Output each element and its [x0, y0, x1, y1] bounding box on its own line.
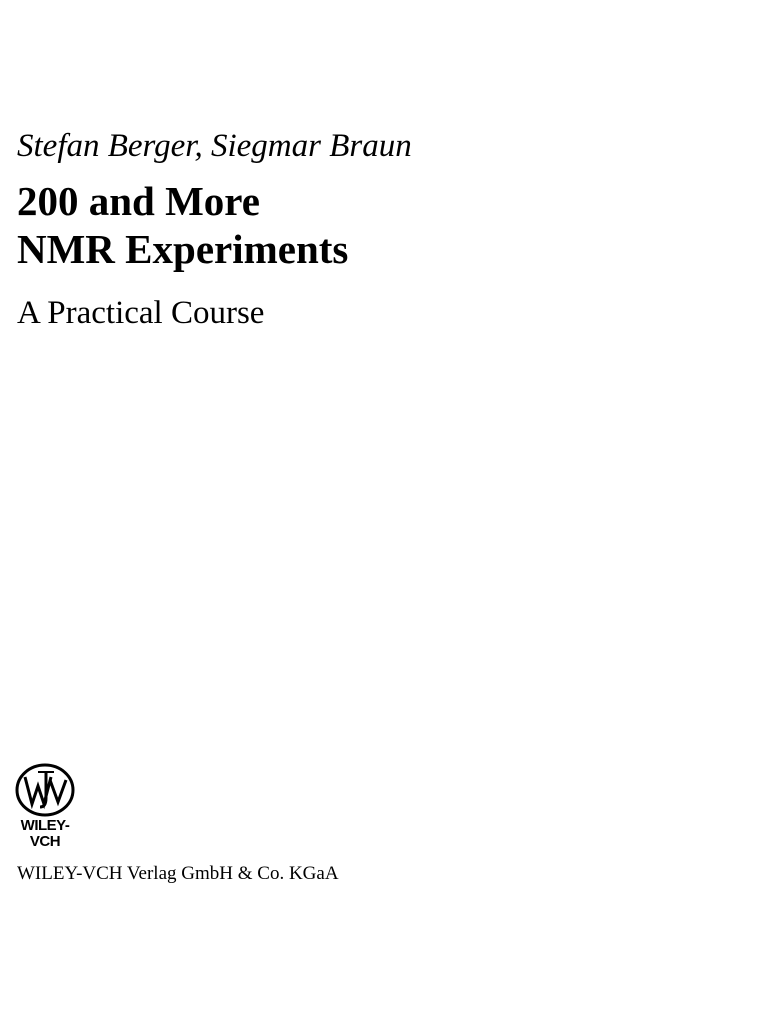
publisher-logo-wordmark	[17, 818, 73, 850]
book-authors: Stefan Berger, Siegmar Braun	[17, 128, 412, 164]
logo-wordmark-line-1: WILEY-	[20, 817, 70, 834]
book-title-line-2: NMR Experiments	[17, 226, 349, 272]
book-title	[17, 177, 348, 273]
book-subtitle: A Practical Course	[17, 295, 265, 331]
wiley-logo-icon	[14, 762, 76, 818]
publisher-name: WILEY-VCH Verlag GmbH & Co. KGaA	[17, 863, 339, 884]
logo-wordmark-line-2: VCH	[29, 833, 61, 850]
book-title-line-1: 200 and More	[17, 178, 260, 224]
